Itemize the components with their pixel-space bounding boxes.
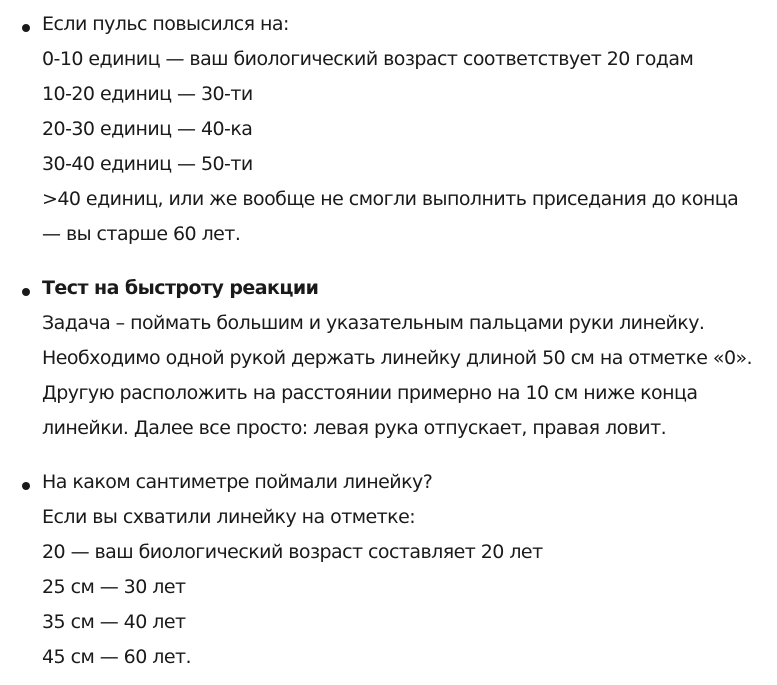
text-line: >40 единиц, или же вообще не смогли выполнить приседания до конца: [42, 188, 739, 210]
text-line: 20 — ваш биологический возраст составляет 20 лет: [42, 541, 543, 563]
text-line: Другую расположить на расстоянии примерно на 10 см ниже конца: [42, 382, 698, 404]
text-line: 20-30 единиц — 40-ка: [42, 118, 253, 140]
text-line: — вы старше 60 лет.: [42, 223, 241, 245]
bullet-dot: [22, 24, 30, 32]
bullet-dot: [22, 288, 30, 296]
list-item-lines: [42, 271, 752, 446]
text-line: линейки. Далее все просто: левая рука отпускает, правая ловит.: [42, 417, 667, 439]
list-item-lines: [42, 7, 738, 252]
section-heading: Тест на быстроту реакции: [42, 277, 319, 299]
text-line: Задача – поймать большим и указательным пальцами руки линейку.: [42, 312, 705, 334]
text-line: Если вы схватили линейку на отметке:: [42, 506, 416, 528]
text-line: Необходимо одной рукой держать линейку длиной 50 см на отметке «0».: [42, 347, 753, 369]
text-line: 45 см — 60 лет.: [42, 646, 191, 668]
text-line: 30-40 единиц — 50-ти: [42, 153, 253, 175]
text-line: 35 см — 40 лет: [42, 611, 186, 633]
text-line: 25 см — 30 лет: [42, 576, 186, 598]
text-line: На каком сантиметре поймали линейку?: [42, 471, 433, 493]
text-line: Если пульс повысился на:: [42, 13, 289, 35]
list-item-lines: [42, 465, 543, 675]
text-line: 0-10 единиц — ваш биологический возраст соответствует 20 годам: [42, 48, 694, 70]
text-line: 10-20 единиц — 30-ти: [42, 83, 253, 105]
bullet-dot: [22, 482, 30, 490]
